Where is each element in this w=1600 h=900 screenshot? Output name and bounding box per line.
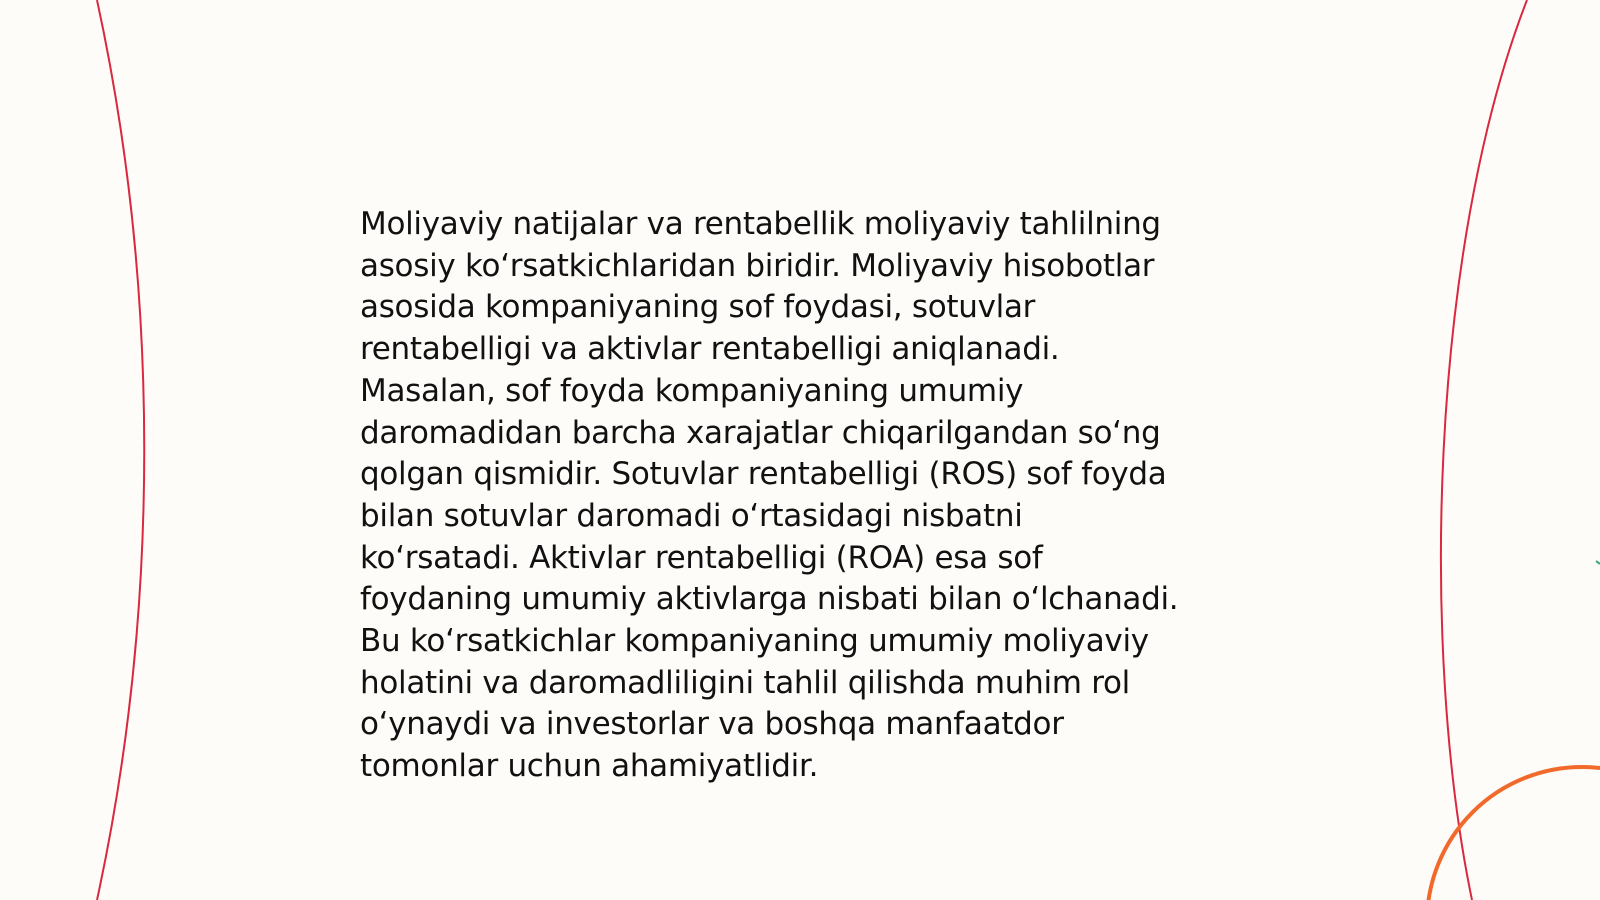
body-paragraph: Moliyaviy natijalar va rentabellik moliyaviy tahlilning asosiy ko‘rsatkichlaridan biridir. Moliyaviy hisobotlar asosida kompaniyaning sof foydasi, sotuvlar rentabelligi va aktivlar rentabelligi aniqlanadi. Masalan, sof foyda kompaniyaning umumiy daromadidan barcha xarajatlar chiqarilgandan so‘ng qolgan qismidir. Sotuvlar rentabelligi (ROS) sof foyda bilan sotuvlar daromadi o‘rtasidagi nisbatni ko‘rsatadi. Aktivlar rentabelligi (ROA) esa sof foydaning umumiy aktivlarga nisbati bilan o‘lchanadi. Bu ko‘rsatkichlar kompaniyaning umumiy moliyaviy holatini va daromadliligini tahlil qilishda muhim rol o‘ynaydi va investorlar va boshqa manfaatdor tomonlar uchun ahamiyatlidir. <box>360 206 1179 785</box>
left-arc-line <box>97 0 144 900</box>
right-arc-line <box>1441 0 1527 900</box>
green-accent-mark <box>1596 561 1600 564</box>
